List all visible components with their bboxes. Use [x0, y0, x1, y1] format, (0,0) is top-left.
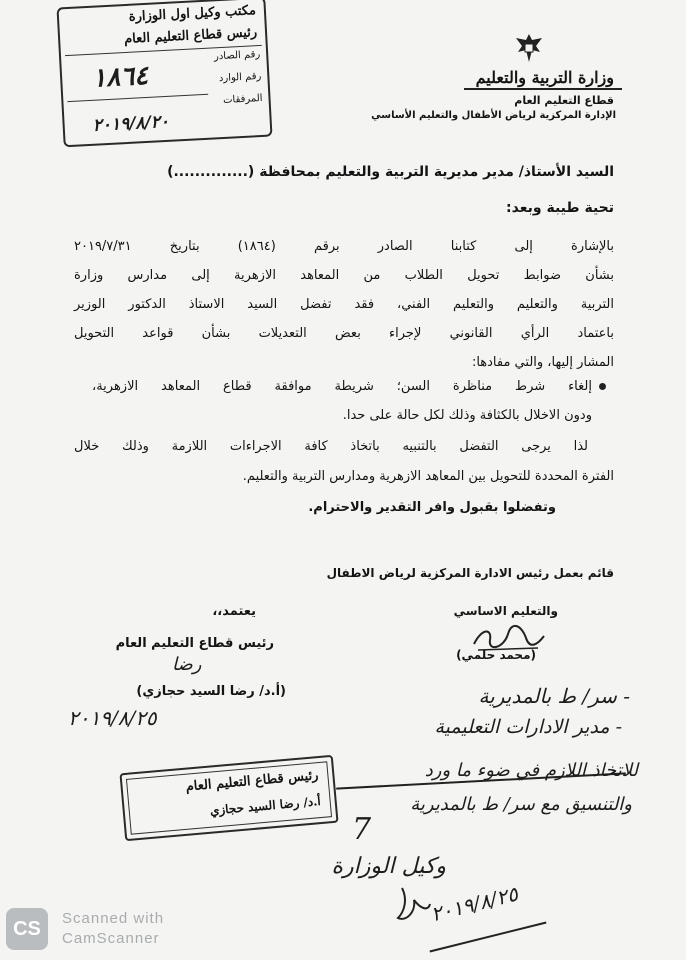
body-line: بشأن ضوابط تحويل الطلاب من المعاهد الازهرية إلى مدارس وزارة [74, 268, 614, 283]
stamp-bottom-line1: رئيس قطاع التعليم العام [185, 768, 320, 795]
watermark-line1: Scanned with [62, 910, 165, 927]
camscanner-logo-text: CS [13, 917, 41, 940]
signature-scribble-left: رضا [172, 654, 202, 675]
handwritten-note-1: للاتخاذ اللازم في ضوء ما ورد [424, 760, 638, 781]
approval-date: ٢٠١٩/٨/٢٥ [68, 706, 157, 730]
addressee: السيد الأستاذ/ مدير مديرية التربية والتعليم بمحافظة (..............) [167, 164, 614, 180]
greeting: تحية طيبة وبعد: [506, 200, 614, 216]
stamp-date: ٢٠١٩/٨/٢٠ [92, 111, 170, 136]
bullet-dot-icon [599, 383, 606, 390]
ministry-name: وزارة التربية والتعليم [475, 68, 614, 87]
watermark-line2: CamScanner [62, 930, 160, 947]
handwritten-signature-icon [394, 882, 434, 930]
body-paragraph-2 [74, 432, 614, 492]
body-paragraph-1 [74, 232, 614, 377]
sector-head-stamp [119, 755, 338, 841]
stamp-line1: مكتب وكيل اول الوزارة [128, 3, 257, 25]
stamp-issue-number: ١٨٦٤ [91, 60, 149, 94]
signer-right-title: قائم بعمل رئيس الادارة المركزية لرياض الاطفال [326, 566, 614, 580]
incoming-stamp [56, 0, 272, 147]
stamp-line2: رئيس قطاع التعليم العام [123, 25, 258, 48]
administration-name: الإدارة المركزية لرياض الأطفال والتعليم الأساسي [371, 110, 616, 121]
body-line: بالإشارة إلى كتابنا الصادر برقم (١٨٦٤) بتاريخ ٢٠١٩/٧/٣١ [74, 239, 614, 254]
stamp-incoming-label: رقم الوارد [218, 70, 262, 85]
body-line: الفترة المحددة للتحويل بين المعاهد الازهرية ومدارس التربية والتعليم. [242, 469, 614, 484]
closing: وتفضلوا بقبول وافر التقدير والاحترام. [308, 500, 556, 515]
signer-right-name: (محمد حلمي) [456, 648, 536, 662]
handwritten-recipient-1: - سر/ ط بالمديرية [478, 684, 630, 708]
body-line: باعتماد الرأي القانوني لإجراء بعض التعديلات بشأن قواعد التحويل [74, 326, 614, 341]
body-line: المشار إليها، والتي مفادها: [471, 355, 614, 370]
approval-label: يعتمد،، [212, 604, 256, 619]
signer-left-name: (أ.د/ رضا السيد حجازي) [136, 684, 286, 699]
handwritten-date: ٢٠١٩/٨/٢٥ [428, 881, 521, 927]
body-line: التربية والتعليم والتعليم الفني، فقد تفضل السيد الاستاذ الدكتور الوزير [74, 297, 614, 312]
eagle-emblem-icon [512, 32, 546, 64]
sector-name: قطاع التعليم العام [514, 94, 614, 107]
stamp-attachments-label: المرفقات [222, 92, 263, 106]
handwritten-recipient-2: - مدير الادارات التعليمية [434, 716, 622, 738]
signer-left-title: رئيس قطاع التعليم العام [115, 636, 274, 651]
signer-right-title-2: والتعليم الاساسي [453, 604, 558, 618]
bullet-item [92, 372, 592, 430]
stamp-bottom-line2: أ.د/ رضا السيد حجازي [209, 794, 322, 818]
handwritten-title: وكيل الوزارة [331, 854, 446, 879]
stamp-issue-label: رقم الصادر [213, 48, 261, 63]
handwritten-note-2: والتنسيق مع سر/ ط بالمديرية [410, 794, 632, 815]
body-line: لذا يرجى التفضل بالتنبيه باتخاذ كافة الاجراءات اللازمة وذلك خلال [74, 439, 588, 454]
bullet-line: إلغاء شرط مناظرة السن؛ شريطة موافقة قطاع المعاهد الازهرية، [92, 379, 592, 394]
handwritten-number-seven: 7 [352, 812, 372, 847]
camscanner-logo-icon [6, 908, 48, 950]
bullet-line: ودون الاخلال بالكثافة وذلك لكل حالة على حدا. [342, 408, 592, 423]
